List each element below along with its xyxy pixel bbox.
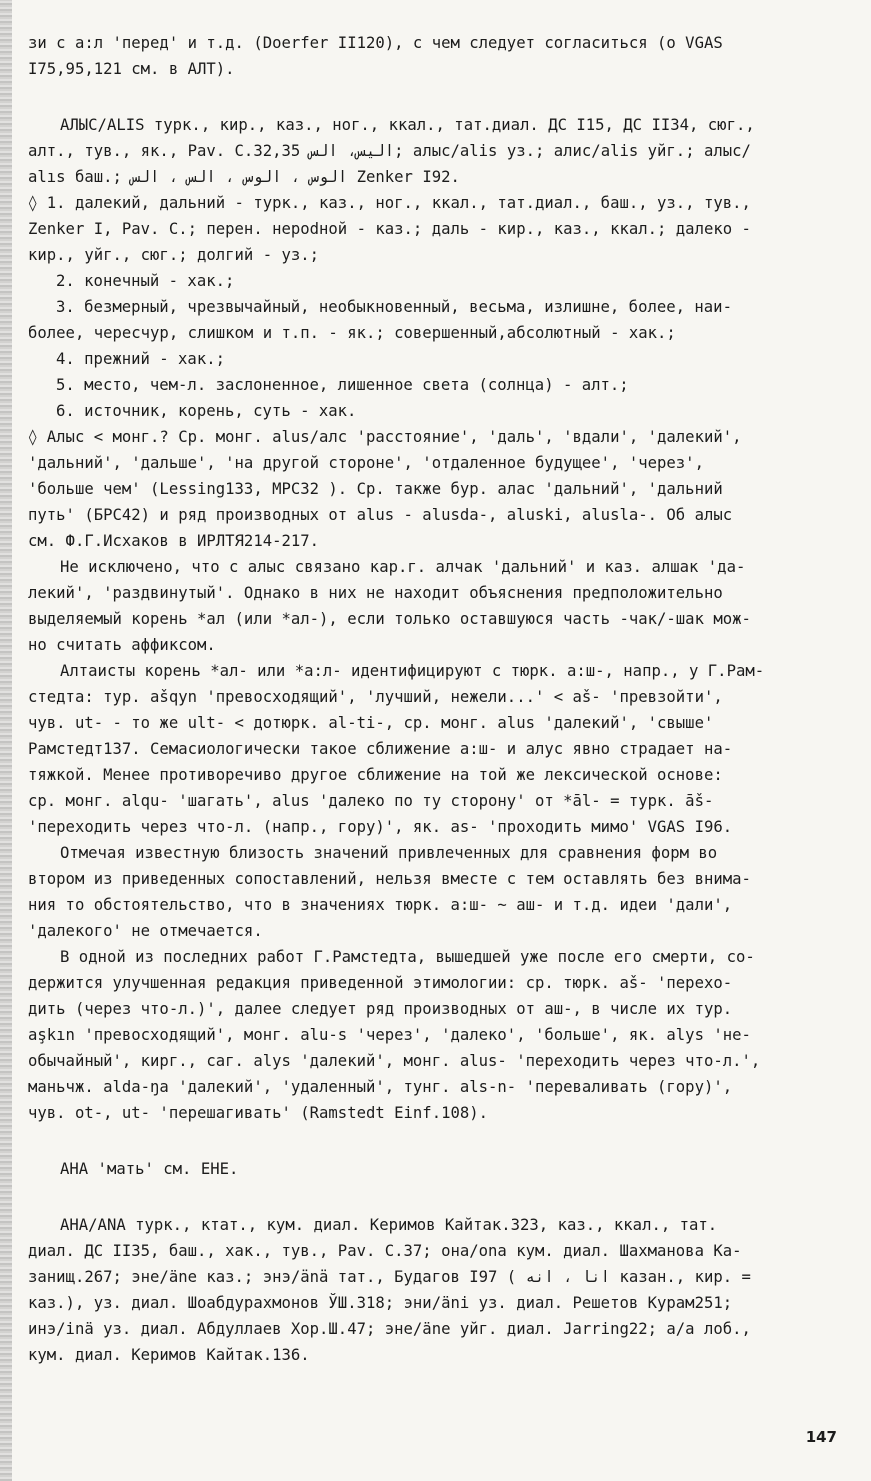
text-line: втором из приведенных сопоставлений, нельзя вместе с тем оставлять без внима-	[28, 870, 751, 888]
text-line: ◊ 1. далекий, дальний - турк., каз., ног., ккал., тат.диал., баш., уз., тув.,	[28, 194, 751, 212]
text-line: диал. ДС II35, баш., хак., тув., Pav. C.37; она/ona кум. диал. Шахманова Ка-	[28, 1242, 742, 1260]
text-line: но считать аффиксом.	[28, 636, 216, 654]
entry-headword-ana-crossref: АНА 'мать' см. ЕНЕ.	[60, 1160, 239, 1178]
text-line: держится улучшенная редакция приведенной этимологии: ср. тюрк. aš- 'перехо-	[28, 974, 733, 992]
text-line: кум. диал. Керимов Кайтак.136.	[28, 1346, 310, 1364]
text-line: 6. источник, корень, суть - хак.	[56, 402, 357, 420]
text-line: чув. ot-, ut- 'перешагивать' (Ramstedt Einf.108).	[28, 1104, 489, 1122]
text-line: ◊ Алыс < монг.? Ср. монг. alus/алс 'расстояние', 'даль', 'вдали', 'далекий',	[28, 428, 742, 446]
text-line: см. Ф.Г.Исхаков в ИРЛТЯ214-217.	[28, 532, 320, 550]
text-line: Zenker I, Pav. C.; перен. нерodной - каз.; даль - кир., каз., ккал.; далеко -	[28, 220, 751, 238]
document-page	[28, 30, 860, 1368]
text-line: дить (через что-л.)', далее следует ряд производных от аш-, в числе их тур.	[28, 1000, 733, 1018]
text-line: тяжкой. Менее противоречиво другое сближение на той же лексической основе:	[28, 766, 723, 784]
text-line: 'больше чем' (Lessing133, МРС32 ). Ср. также бур. алас 'дальний', 'дальний	[28, 480, 723, 498]
text-line: alıs баш.; الوس ، الوس ، الس ، الس Zenker I92.	[28, 168, 460, 186]
text-line: ср. монг. alqu- 'шагать', alus 'далеко по ту сторону' от *āl- = турк. āš-	[28, 792, 714, 810]
text-line: занищ.267; эне/äne каз.; энэ/ӓnӓ тат., Будагов I97 ( انا ، انه казан., кир. =	[28, 1268, 751, 1286]
text-line: обычайный', кирг., саг. alys 'далекий', монг. alus- 'переходить через что-л.',	[28, 1052, 761, 1070]
text-line: кир., уйг., сюг.; долгий - уз.;	[28, 246, 320, 264]
paragraph-gap	[28, 1182, 860, 1212]
text-line: алт., тув., як., Pav. C.32,35 الیس، الس; алыс/alis уз.; алис/alis уйг.; алыс/	[28, 142, 751, 160]
text-line: Отмечая известную близость значений привлеченных для сравнения форм во	[60, 844, 718, 862]
text-line: каз.), уз. диал. Шоабдурахмонов ЎШ.318; эни/äni уз. диал. Решетов Курам251;	[28, 1294, 733, 1312]
entry-headword-ana: АНА/ANA турк., ктат., кум. диал. Керимов Кайтак.323, каз., ккал., тат.	[60, 1216, 718, 1234]
page-number: 147	[805, 1428, 837, 1446]
text-line: aşkın 'превосходящий', монг. alu-s 'через', 'далеко', 'больше', як. alys 'не-	[28, 1026, 751, 1044]
text-line: 5. место, чем-л. заслоненное, лишенное света (солнца) - алт.;	[56, 376, 629, 394]
text-line: стедта: тур. ašqyn 'превосходящий', 'лучший, нежели...' < aš- 'превзойти',	[28, 688, 723, 706]
text-line: ния то обстоятельство, что в значениях тюрк. а:ш- ~ аш- и т.д. идеи 'дали',	[28, 896, 733, 914]
text-line: Не исключено, что с алыс связано кар.г. алчак 'дальний' и каз. алшак 'да-	[60, 558, 746, 576]
text-line: лекий', 'раздвинутый'. Однако в них не находит объяснения предположительно	[28, 584, 723, 602]
text-line: маньчж. alda-ŋa 'далекий', 'удаленный', тунг. als-n- 'переваливать (гору)',	[28, 1078, 733, 1096]
text-line: 3. безмерный, чрезвычайный, необыкновенный, весьма, излишне, более, наи-	[56, 298, 732, 316]
text-line: 'дальний', 'дальше', 'на другой стороне', 'отдаленное будущее', 'через',	[28, 454, 704, 472]
text-line: 'переходить через что-л. (напр., гору)', як. аs- 'проходить мимо' VGAS I96.	[28, 818, 733, 836]
text-line: зи с а:л 'перед' и т.д. (Doerfer II120), с чем следует согласиться (о VGAS	[28, 34, 723, 52]
paragraph-gap	[28, 1126, 860, 1156]
text-line: чув. ut- - то же ult- < дотюрк. al-ti-, ср. монг. alus 'далекий', 'свыше'	[28, 714, 714, 732]
text-line: более, чересчур, слишком и т.п. - як.; совершенный,абсолютный - хак.;	[28, 324, 676, 342]
text-line: выделяемый корень *ал (или *ал-), если только оставшуюся часть -чак/-шак мож-	[28, 610, 751, 628]
text-line: Алтаисты корень *ал- или *а:л- идентифицируют с тюрк. а:ш-, напр., у Г.Рам-	[60, 662, 765, 680]
text-line: 2. конечный - хак.;	[56, 272, 235, 290]
text-line: 'далекого' не отмечается.	[28, 922, 263, 940]
text-line: I75,95,121 см. в АЛТ).	[28, 60, 235, 78]
paragraph-gap	[28, 82, 860, 112]
entry-headword-alys: АЛЫС/ALIS турк., кир., каз., ног., ккал., тат.диал. ДС I15, ДС II34, сюг.,	[60, 116, 755, 134]
text-line: путь' (БРС42) и ряд производных от alus - alusda-, aluski, alusla-. Об алыс	[28, 506, 733, 524]
scan-edge	[0, 0, 12, 1481]
text-line: Рамстедт137. Семасиологически такое сближение а:ш- и алус явно страдает на-	[28, 740, 733, 758]
text-line: В одной из последних работ Г.Рамстедта, вышедшей уже после его смерти, со-	[60, 948, 755, 966]
text-line: 4. прежний - хак.;	[56, 350, 225, 368]
text-line: инэ/inä уз. диал. Абдуллаев Хор.Ш.47; эне/äne уйг. диал. Jarring22; а/a лоб.,	[28, 1320, 751, 1338]
